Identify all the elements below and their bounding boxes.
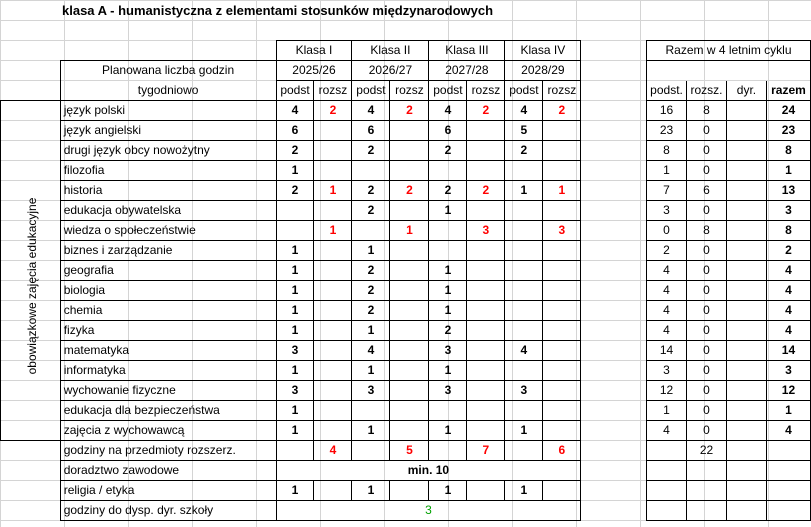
table-row: [1, 501, 811, 521]
hours-cell: [314, 421, 352, 441]
hours-cell: [467, 261, 505, 281]
hours-cell: 3: [505, 381, 543, 401]
total-cell: [727, 421, 767, 441]
subject-name: wiedza o społeczeństwie: [60, 221, 276, 241]
table-row: [1, 421, 811, 441]
table-row: [1, 481, 811, 501]
total-cell: 4: [647, 261, 687, 281]
hours-cell: [543, 341, 581, 361]
hours-cell: 5: [505, 121, 543, 141]
extended-hours-cell: 5: [390, 441, 429, 461]
hours-cell: 1: [314, 221, 352, 241]
subject-name: filozofia: [60, 161, 276, 181]
hours-cell: 2: [429, 141, 467, 161]
total-cell: 0: [687, 321, 727, 341]
subject-name: zajęcia z wychowawcą: [60, 421, 276, 441]
hours-cell: 1: [390, 221, 429, 241]
religion-cell: 1: [505, 481, 543, 501]
extended-total: 22: [687, 441, 727, 461]
extra-name: religia / etyka: [60, 481, 276, 501]
sub-basic: podst: [505, 81, 543, 101]
extended-hours-cell: 4: [314, 441, 352, 461]
director-value: 3: [276, 501, 581, 521]
total-cell: 0: [687, 381, 727, 401]
hours-cell: [505, 281, 543, 301]
total-cell: 8: [687, 221, 727, 241]
hours-cell: [505, 261, 543, 281]
hours-cell: 1: [352, 321, 390, 341]
hours-cell: 2: [352, 201, 390, 221]
hours-cell: 3: [276, 381, 314, 401]
total-cell: 0: [687, 361, 727, 381]
table-row: [1, 101, 811, 121]
hours-cell: [314, 201, 352, 221]
hours-cell: [467, 301, 505, 321]
sub-extended: rozsz: [467, 81, 505, 101]
table-row: [1, 121, 811, 141]
hours-cell: [314, 141, 352, 161]
hours-cell: [505, 361, 543, 381]
class-year: 2025/26: [276, 61, 352, 81]
hours-cell: 2: [352, 301, 390, 321]
table-row: [1, 401, 811, 421]
total-col-header: podst.: [647, 81, 687, 101]
hours-cell: [467, 341, 505, 361]
hours-cell: [543, 321, 581, 341]
total-cell: 24: [766, 101, 810, 121]
hours-cell: 1: [429, 281, 467, 301]
hours-cell: 4: [276, 101, 314, 121]
hours-cell: 1: [429, 301, 467, 321]
hours-cell: [314, 301, 352, 321]
total-cell: [727, 321, 767, 341]
total-cell: 4: [647, 281, 687, 301]
hours-cell: 4: [429, 101, 467, 121]
subject-name: język angielski: [60, 121, 276, 141]
total-cell: 8: [647, 141, 687, 161]
hours-cell: 4: [505, 101, 543, 121]
total-cell: 3: [647, 361, 687, 381]
hours-cell: 3: [543, 221, 581, 241]
total-cell: 3: [766, 361, 810, 381]
hours-cell: [276, 221, 314, 241]
hours-cell: [429, 401, 467, 421]
hours-cell: [505, 161, 543, 181]
total-cell: 1: [766, 161, 810, 181]
total-cell: 8: [766, 221, 810, 241]
hours-cell: 4: [352, 101, 390, 121]
hours-cell: 2: [352, 281, 390, 301]
subject-name: informatyka: [60, 361, 276, 381]
total-cell: 0: [687, 281, 727, 301]
table-row: [1, 281, 811, 301]
hours-cell: [390, 201, 429, 221]
total-cell: 14: [766, 341, 810, 361]
hours-cell: [543, 201, 581, 221]
hours-cell: [467, 121, 505, 141]
total-cell: 16: [647, 101, 687, 121]
total-cell: 14: [647, 341, 687, 361]
hours-cell: 2: [276, 181, 314, 201]
subject-name: język polski: [60, 101, 276, 121]
hours-cell: 6: [276, 121, 314, 141]
hours-cell: 1: [429, 261, 467, 281]
total-cell: [727, 141, 767, 161]
hours-cell: 2: [505, 141, 543, 161]
hours-cell: [314, 161, 352, 181]
hours-cell: [390, 161, 429, 181]
hours-cell: [467, 321, 505, 341]
hours-cell: [543, 421, 581, 441]
total-cell: [727, 361, 767, 381]
hours-cell: [543, 161, 581, 181]
hours-cell: 3: [352, 381, 390, 401]
hours-cell: [314, 361, 352, 381]
hours-cell: [467, 241, 505, 261]
hours-cell: [543, 121, 581, 141]
total-cell: [727, 341, 767, 361]
total-cell: 23: [766, 121, 810, 141]
extra-name: godziny do dysp. dyr. szkoły: [60, 501, 276, 521]
total-cell: [727, 121, 767, 141]
table-row: [1, 181, 811, 201]
hours-cell: 1: [276, 361, 314, 381]
hours-cell: 2: [352, 181, 390, 201]
subject-name: edukacja dla bezpieczeństwa: [60, 401, 276, 421]
religion-cell: 1: [276, 481, 314, 501]
hours-cell: [467, 361, 505, 381]
class-name: Klasa IV: [505, 41, 581, 61]
planned-hours-label-2: tygodniowo: [60, 81, 276, 101]
total-cell: [727, 401, 767, 421]
total-cell: [727, 241, 767, 261]
hours-cell: 1: [276, 321, 314, 341]
hours-cell: 1: [352, 241, 390, 261]
sub-extended: rozsz: [314, 81, 352, 101]
total-cell: 0: [687, 261, 727, 281]
hours-cell: 2: [467, 181, 505, 201]
hours-cell: [429, 241, 467, 261]
hours-cell: 4: [352, 341, 390, 361]
sub-extended: rozsz: [390, 81, 429, 101]
total-cell: [727, 181, 767, 201]
hours-cell: 1: [314, 181, 352, 201]
hours-cell: [390, 281, 429, 301]
total-cell: 23: [647, 121, 687, 141]
class-year: 2027/28: [429, 61, 505, 81]
table-row: [1, 381, 811, 401]
total-cell: 4: [766, 321, 810, 341]
hours-cell: [467, 421, 505, 441]
hours-table: [0, 40, 811, 521]
total-cell: 4: [647, 301, 687, 321]
table-row: [1, 321, 811, 341]
hours-cell: [314, 321, 352, 341]
total-cell: [727, 161, 767, 181]
total-cell: 3: [766, 201, 810, 221]
total-cell: 4: [647, 321, 687, 341]
hours-cell: 1: [505, 421, 543, 441]
hours-cell: 4: [505, 341, 543, 361]
table-row: [1, 261, 811, 281]
extended-hours-cell: 7: [467, 441, 505, 461]
hours-cell: [505, 301, 543, 321]
hours-cell: [467, 141, 505, 161]
hours-cell: [390, 361, 429, 381]
total-cell: [727, 301, 767, 321]
total-cell: 4: [766, 261, 810, 281]
hours-cell: [390, 301, 429, 321]
hours-cell: [314, 381, 352, 401]
total-cell: 8: [687, 101, 727, 121]
hours-cell: [390, 261, 429, 281]
extended-hours-cell: 6: [543, 441, 581, 461]
total-cell: [727, 101, 767, 121]
hours-cell: 2: [352, 141, 390, 161]
hours-cell: [314, 121, 352, 141]
total-cell: 6: [687, 181, 727, 201]
sub-basic: podst: [429, 81, 467, 101]
hours-cell: [314, 241, 352, 261]
hours-cell: 2: [390, 181, 429, 201]
subject-name: biologia: [60, 281, 276, 301]
table-row: [1, 241, 811, 261]
extra-name: godziny na przedmioty rozszerz.: [60, 441, 276, 461]
hours-cell: [505, 241, 543, 261]
hours-cell: [543, 301, 581, 321]
total-cell: 4: [647, 421, 687, 441]
table-row: [1, 341, 811, 361]
subject-name: historia: [60, 181, 276, 201]
total-cell: 1: [766, 401, 810, 421]
total-title: Razem w 4 letnim cyklu: [647, 41, 811, 61]
subject-name: chemia: [60, 301, 276, 321]
hours-cell: [390, 241, 429, 261]
subject-name: biznes i zarządzanie: [60, 241, 276, 261]
hours-cell: [505, 201, 543, 221]
total-cell: 0: [687, 421, 727, 441]
hours-cell: [543, 361, 581, 381]
total-cell: 0: [687, 161, 727, 181]
hours-cell: 6: [352, 121, 390, 141]
table-row: [1, 221, 811, 241]
hours-cell: [390, 141, 429, 161]
total-cell: 12: [647, 381, 687, 401]
class-name: Klasa I: [276, 41, 352, 61]
total-cell: [727, 221, 767, 241]
total-cell: 4: [766, 421, 810, 441]
subject-name: geografia: [60, 261, 276, 281]
total-col-header: rozsz.: [687, 81, 727, 101]
subject-name: wychowanie fizyczne: [60, 381, 276, 401]
table-row: [1, 461, 811, 481]
total-cell: 1: [647, 401, 687, 421]
hours-cell: [505, 321, 543, 341]
table-row: [1, 141, 811, 161]
class-name: Klasa III: [429, 41, 505, 61]
hours-cell: 2: [429, 181, 467, 201]
total-cell: 2: [766, 241, 810, 261]
sub-extended: rozsz: [543, 81, 581, 101]
total-cell: 0: [687, 141, 727, 161]
subject-name: fizyka: [60, 321, 276, 341]
hours-cell: 2: [543, 101, 581, 121]
hours-cell: [390, 381, 429, 401]
hours-cell: 1: [429, 361, 467, 381]
hours-cell: 1: [276, 241, 314, 261]
sub-basic: podst: [276, 81, 314, 101]
hours-cell: 2: [390, 101, 429, 121]
hours-cell: [429, 161, 467, 181]
table-row: [1, 361, 811, 381]
hours-cell: [467, 281, 505, 301]
hours-cell: [467, 201, 505, 221]
hours-cell: 1: [543, 181, 581, 201]
hours-cell: 3: [467, 221, 505, 241]
hours-cell: [543, 281, 581, 301]
total-cell: 0: [647, 221, 687, 241]
total-cell: 0: [687, 121, 727, 141]
hours-cell: [467, 161, 505, 181]
hours-cell: 1: [429, 201, 467, 221]
hours-cell: 2: [276, 141, 314, 161]
hours-cell: 2: [352, 261, 390, 281]
hours-cell: 2: [467, 101, 505, 121]
hours-cell: [390, 401, 429, 421]
hours-cell: 1: [352, 361, 390, 381]
career-value: min. 10: [276, 461, 581, 481]
hours-cell: [390, 341, 429, 361]
hours-cell: [429, 221, 467, 241]
total-cell: 0: [687, 401, 727, 421]
hours-cell: [543, 261, 581, 281]
total-cell: 1: [647, 161, 687, 181]
class-year: 2026/27: [352, 61, 429, 81]
total-cell: [727, 281, 767, 301]
total-cell: 0: [687, 201, 727, 221]
total-cell: 13: [766, 181, 810, 201]
hours-cell: 1: [352, 421, 390, 441]
class-year: 2028/29: [505, 61, 581, 81]
total-cell: 0: [687, 301, 727, 321]
religion-cell: 1: [352, 481, 390, 501]
hours-cell: [505, 401, 543, 421]
hours-cell: [390, 321, 429, 341]
hours-cell: [467, 381, 505, 401]
hours-cell: 1: [276, 301, 314, 321]
total-cell: 0: [687, 241, 727, 261]
hours-cell: 1: [276, 401, 314, 421]
hours-cell: 1: [505, 181, 543, 201]
hours-cell: 6: [429, 121, 467, 141]
hours-cell: [314, 401, 352, 421]
total-col-header: dyr.: [727, 81, 767, 101]
total-col-header: razem: [766, 81, 810, 101]
extra-name: doradztwo zawodowe: [60, 461, 276, 481]
subject-name: matematyka: [60, 341, 276, 361]
table-row: [1, 441, 811, 461]
total-cell: 4: [766, 301, 810, 321]
hours-cell: 1: [429, 421, 467, 441]
hours-cell: 3: [429, 381, 467, 401]
hours-cell: 1: [276, 281, 314, 301]
hours-cell: 1: [276, 421, 314, 441]
total-cell: [727, 261, 767, 281]
hours-cell: [352, 221, 390, 241]
hours-cell: [314, 341, 352, 361]
hours-cell: [543, 401, 581, 421]
hours-cell: [314, 281, 352, 301]
total-cell: 8: [766, 141, 810, 161]
table-row: [1, 161, 811, 181]
hours-cell: 2: [314, 101, 352, 121]
religion-cell: 1: [429, 481, 467, 501]
hours-cell: 3: [276, 341, 314, 361]
hours-cell: [390, 421, 429, 441]
hours-cell: 1: [276, 261, 314, 281]
total-cell: 4: [766, 281, 810, 301]
hours-cell: [352, 401, 390, 421]
total-cell: [727, 201, 767, 221]
hours-cell: [314, 261, 352, 281]
table-row: [1, 201, 811, 221]
hours-cell: 2: [429, 321, 467, 341]
hours-cell: 3: [429, 341, 467, 361]
total-cell: 0: [687, 341, 727, 361]
class-name: Klasa II: [352, 41, 429, 61]
subject-name: edukacja obywatelska: [60, 201, 276, 221]
hours-cell: [543, 381, 581, 401]
hours-cell: [543, 241, 581, 261]
planned-hours-label: Planowana liczba godzin: [60, 61, 276, 81]
group-label: obowiązkowe zajęcia edukacyjne: [25, 197, 39, 375]
total-cell: 2: [647, 241, 687, 261]
hours-cell: [467, 401, 505, 421]
hours-cell: [390, 121, 429, 141]
hours-cell: [352, 161, 390, 181]
total-cell: 3: [647, 201, 687, 221]
hours-cell: [276, 201, 314, 221]
hours-cell: 1: [276, 161, 314, 181]
subject-name: drugi język obcy nowożytny: [60, 141, 276, 161]
sub-basic: podst: [352, 81, 390, 101]
total-cell: [727, 381, 767, 401]
page-title: klasa A - humanistyczna z elementami stosunków międzynarodowych: [62, 3, 494, 18]
hours-cell: [505, 221, 543, 241]
total-cell: 12: [766, 381, 810, 401]
hours-cell: [543, 141, 581, 161]
total-cell: 7: [647, 181, 687, 201]
table-row: [1, 301, 811, 321]
